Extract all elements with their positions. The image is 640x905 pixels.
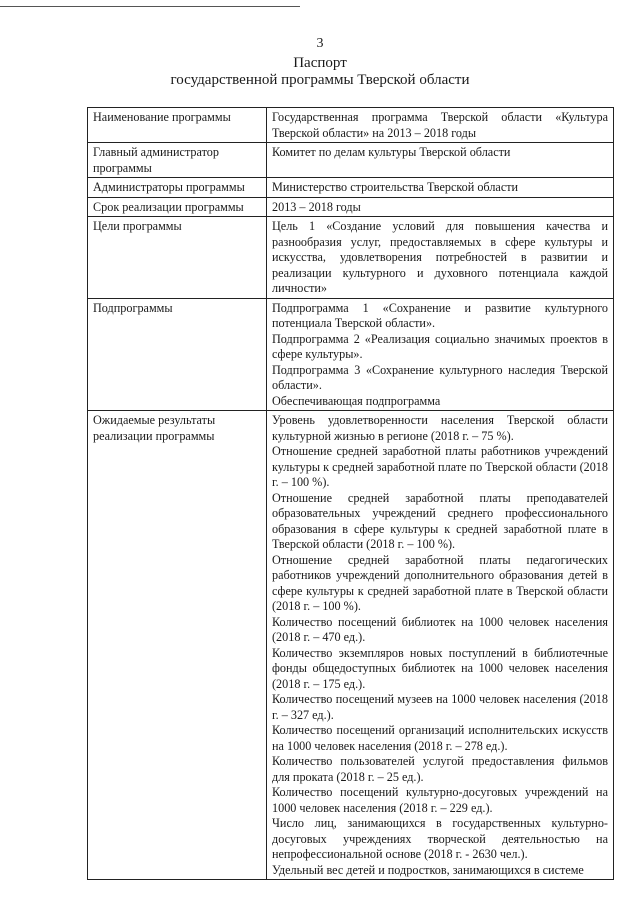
subprograms-list	[267, 298, 614, 411]
row-label: Ожидаемые результаты реализации программы	[88, 411, 267, 880]
row-value: Комитет по делам культуры Тверской области	[267, 143, 614, 178]
result-item: Количество посещений организаций исполнительских искусств на 1000 человек населения (2018 г. – 278 ед.).	[272, 723, 608, 753]
table-row	[88, 108, 614, 143]
result-item: Количество посещений музеев на 1000 человек населения (2018 г. – 327 ед.).	[272, 692, 608, 722]
result-item: Отношение средней заработной платы преподавателей образовательных учреждений среднего профессионального образования в сфере культуры к средней заработной плате в Тверской области (2018 г. – 100 %).	[272, 490, 608, 551]
row-label: Подпрограммы	[88, 298, 267, 411]
result-item: Количество пользователей услугой предоставления фильмов для проката (2018 г. – 25 ед.).	[272, 754, 608, 784]
result-item: Количество посещений библиотек на 1000 человек населения (2018 г. – 470 ед.).	[272, 614, 608, 644]
table-row	[88, 178, 614, 198]
result-item: Удельный вес детей и подростков, занимающихся в системе	[272, 862, 584, 877]
result-item: Количество экземпляров новых поступлений в библиотечные фонды общедоступных библиотек на 1000 человек населения (2018 г. – 175 ед.).	[272, 645, 608, 691]
table-row	[88, 197, 614, 217]
row-value: Цель 1 «Создание условий для повышения качества и разнообразия услуг, предоставляемых в сфере культуры и искусства, удовлетворения потребностей в развитии и реализации культурного и духовного потенциала каждой личности»	[267, 217, 614, 299]
subprogram-item: Подпрограмма 2 «Реализация социально значимых проектов в сфере культуры».	[272, 331, 608, 361]
table-row	[88, 143, 614, 178]
row-value: Министерство строительства Тверской области	[267, 178, 614, 198]
result-item: Уровень удовлетворенности населения Тверской области культурной жизнью в регионе (2018 г. – 75 %).	[272, 413, 608, 443]
table-row	[88, 217, 614, 299]
page-number: 3	[316, 36, 324, 51]
table-row	[88, 411, 614, 880]
result-item: Число лиц, занимающихся в государственных культурно-досуговых учреждениях творческой деятельностью на непрофессиональной основе (2018 г. - 2630 чел.).	[272, 816, 608, 861]
scan-top-edge	[0, 6, 300, 7]
results-list	[267, 411, 614, 880]
passport-table	[87, 107, 614, 880]
page-title: Паспорт	[293, 55, 347, 71]
row-label: Цели программы	[88, 217, 267, 299]
table-row	[88, 298, 614, 411]
row-label: Наименование программы	[88, 108, 267, 143]
subprogram-item: Подпрограмма 3 «Сохранение культурного наследия Тверской области».	[272, 362, 608, 392]
subprogram-item: Обеспечивающая подпрограмма	[272, 393, 441, 408]
row-label: Администраторы программы	[88, 178, 267, 198]
result-item: Отношение средней заработной платы работников учреждений культуры к средней заработной плате по Тверской области (2018 г. – 100 %).	[272, 444, 608, 489]
page-subtitle: государственной программы Тверской области	[170, 72, 470, 88]
row-value: Государственная программа Тверской области «Культура Тверской области» на 2013 – 2018 годы	[267, 108, 614, 143]
row-label: Главный администратор программы	[88, 143, 267, 178]
subprogram-item: Подпрограмма 1 «Сохранение и развитие культурного потенциала Тверской области».	[272, 300, 608, 330]
result-item: Количество посещений культурно-досуговых учреждений на 1000 человек населения (2018 г. – 229 ед.).	[272, 785, 608, 815]
result-item: Отношение средней заработной платы педагогических работников учреждений дополнительного образования детей в сфере культуры к средней заработной плате в Тверской области (2018 г. – 100 %).	[272, 552, 608, 613]
row-label: Срок реализации программы	[88, 197, 267, 217]
row-value: 2013 – 2018 годы	[267, 197, 614, 217]
